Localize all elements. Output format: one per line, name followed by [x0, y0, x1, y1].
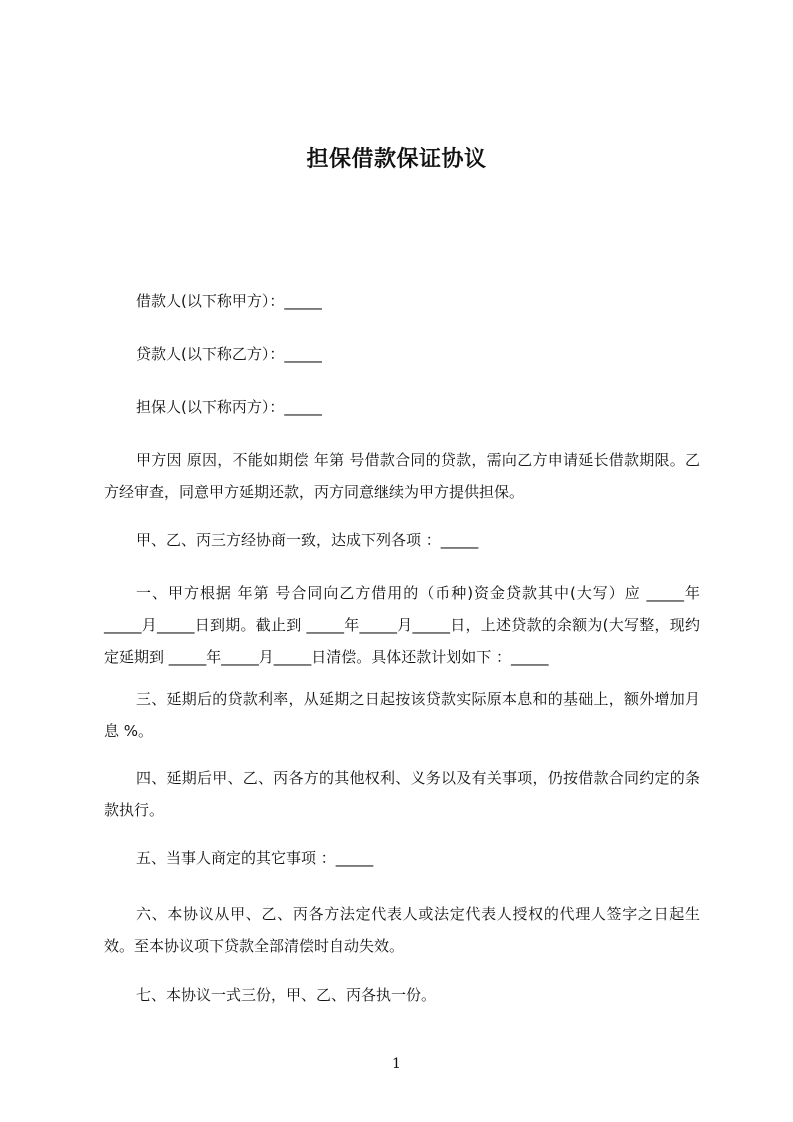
clause-four: 四、延期后甲、乙、丙各方的其他权利、义务以及有关事项，仍按借款合同约定的条款执行。 [104, 769, 700, 819]
guarantor-line: 担保人(以下称丙方）：_____ [136, 398, 322, 416]
clause-six: 六、本协议从甲、乙、丙各方法定代表人或法定代表人授权的代理人签字之日起生效。至本协议项下贷款全部清偿时自动失效。 [104, 905, 700, 955]
clause-five: 五、当事人商定的其它事项 ：_____ [136, 849, 374, 867]
clause-seven: 七、本协议一式三份，甲、乙、丙各执一份。 [136, 986, 437, 1004]
borrower-line: 借款人(以下称甲方）：_____ [136, 292, 322, 310]
clause-three: 三、延期后的贷款利率，从延期之日起按该贷款实际原本息和的基础上，额外增加月息 %。 [104, 690, 700, 740]
document-title: 担保借款保证协议 [306, 147, 487, 172]
clause-one: 一、甲方根据 年第 号合同向乙方借用的（币种)资金贷款其中(大写）应 _____年_____月_____日到期。截止到 _____年_____月_____日，上述贷款的余额为(大写整，现约定延期到 _____年_____月_____日清偿。具体还款计划如下 ：_____ [104, 584, 700, 666]
page-number: 1 [392, 1056, 401, 1072]
agreement-intro: 甲、乙、丙三方经协商一致，达成下列各项 ：_____ [136, 531, 479, 549]
lender-line: 贷款人(以下称乙方）：_____ [136, 345, 322, 363]
preamble-paragraph: 甲方因 原因，不能如期偿 年第 号借款合同的贷款，需向乙方申请延长借款期限。乙方经审查，同意甲方延期还款，丙方同意继续为甲方提供担保。 [104, 451, 700, 501]
